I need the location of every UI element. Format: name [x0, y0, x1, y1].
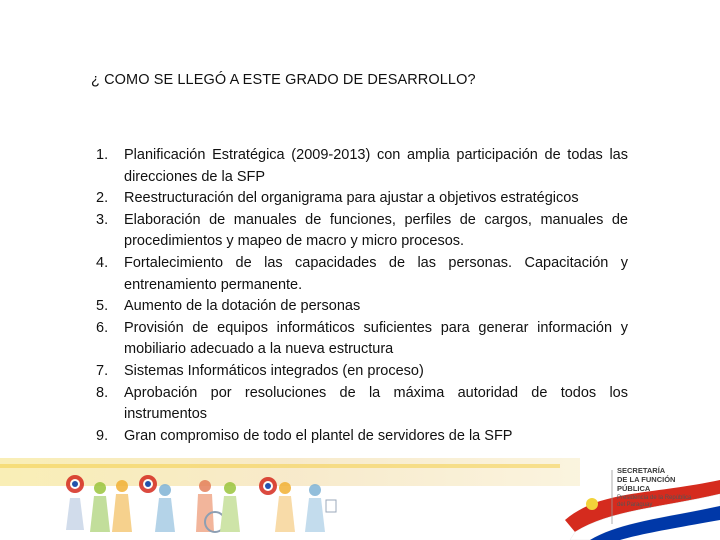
item-number: 2. — [96, 190, 109, 207]
item-text: Elaboración de manuales de funciones, perfiles de cargos, manuales de procedimientos y mapeo de macro y micro procesos. — [124, 211, 628, 250]
brand-line: DE LA FUNCIÓN — [617, 475, 676, 484]
brand-subtitle — [617, 495, 717, 509]
item-text: Planificación Estratégica (2009-2013) con amplia participación de todas las direcciones de la SFP — [124, 147, 628, 185]
item-text: Fortalecimiento de las capacidades de las personas. Capacitación y entrenamiento permanente. — [124, 254, 628, 293]
item-number: 3. — [96, 211, 109, 228]
item-number: 7. — [96, 362, 109, 379]
star-emblem-icon — [586, 498, 598, 510]
list-item — [96, 426, 628, 448]
list-item — [96, 361, 628, 383]
item-text: Provisión de equipos informáticos suficientes para generar información y mobiliario adecuado a la nueva estructura — [124, 319, 628, 358]
list-item — [96, 145, 628, 188]
list-item — [96, 188, 628, 210]
sfp-brand — [617, 466, 717, 509]
yellow-band — [0, 458, 580, 486]
slide-title: ¿ COMO SE LLEGÓ A ESTE GRADO DE DESARROLLO? — [91, 72, 476, 88]
steps-list — [96, 145, 628, 447]
footer-illustration — [0, 450, 720, 540]
brand-sub-line: del Paraguay — [617, 502, 653, 508]
list-item — [96, 296, 628, 318]
item-text: Aumento de la dotación de personas — [124, 298, 361, 315]
item-text: Sistemas Informáticos integrados (en proceso) — [124, 362, 424, 379]
brand-line: SECRETARÍA — [617, 466, 666, 475]
brand-line: PÚBLICA — [617, 484, 651, 493]
item-number: 4. — [96, 254, 109, 271]
list-item — [96, 210, 628, 253]
list-item — [96, 318, 628, 361]
item-number: 6. — [96, 319, 109, 336]
item-number: 1. — [96, 147, 109, 163]
brand-sub-line: Presidencia de la República — [617, 495, 692, 501]
item-number: 5. — [96, 298, 109, 315]
list-item — [96, 253, 628, 296]
item-number: 8. — [96, 384, 109, 401]
list-item — [96, 383, 628, 426]
item-text: Reestructuración del organigrama para ajustar a objetivos estratégicos — [124, 190, 579, 207]
footer-banner — [0, 450, 720, 540]
item-text: Aprobación por resoluciones de la máxima autoridad de todos los instrumentos — [124, 384, 628, 423]
yellow-stripe — [0, 464, 560, 468]
item-text: Gran compromiso de todo el plantel de servidores de la SFP — [124, 427, 513, 444]
item-number: 9. — [96, 427, 109, 444]
